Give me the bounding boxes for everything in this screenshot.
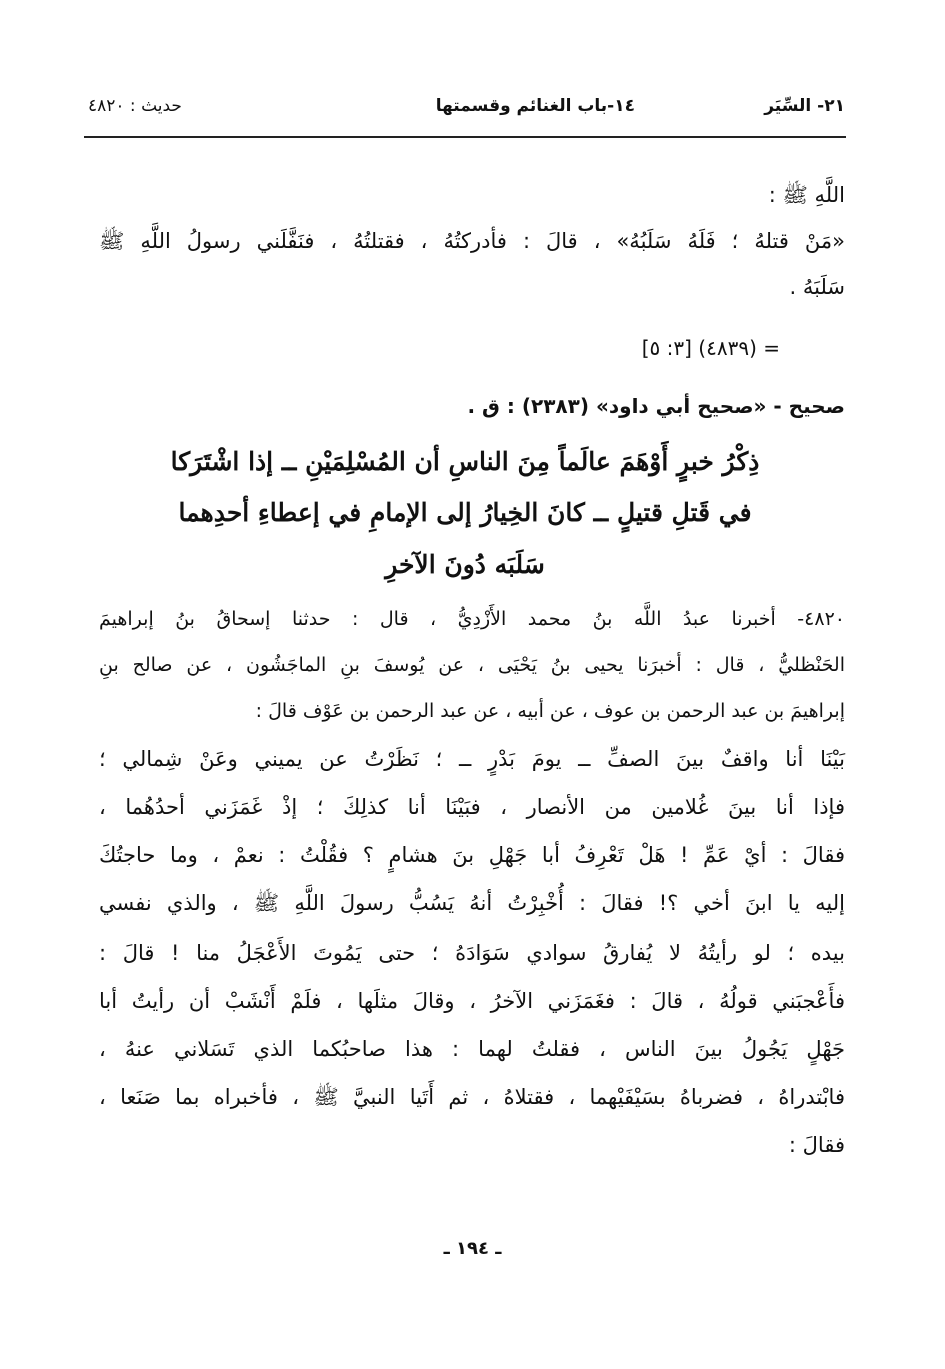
section-heading-line: في قَتلِ قتيلٍ ــ كانَ الخِيارُ إلى الإمامِ في إعطاءِ أحدِهما <box>178 498 752 527</box>
header-rule <box>84 136 846 138</box>
hadith-line: فأَعْجبَني قولُهُ ، قالَ : فغَمَزَني الآخرُ ، وقالَ مثلَها ، فلَمْ أَنْشَبْ أن رأيتُ أبا <box>99 989 845 1013</box>
page-number: ـ ١٩٤ ـ <box>443 1238 502 1259</box>
hadith-line: جَهْلٍ يَجُولُ بينَ الناس ، فقلتُ لهما : هذا صاحبُكما الذي تَسَلاني عنهُ ، <box>99 1037 845 1061</box>
hadith-line: الحَنْظليُّ ، قال : أخبرَنا يحيى بنُ يَحْيَى ، عن يُوسفَ بنِ الماجَشُون ، عن صالح بنِ <box>99 654 845 676</box>
section-heading-line: سَلَبَه دُونَ الآخرِ <box>385 550 545 579</box>
continuation-line: «مَنْ قتلهُ ؛ فَلَهُ سَلَبُهُ» ، قالَ : فأدركتُهُ ، فقتلتُهُ ، فنَفَّلَني رسولُ اللَّهِ ﷺ <box>99 229 845 253</box>
cross-reference: = (٤٨٣٩) [٣: ٥] <box>641 336 780 360</box>
hadith-line: بَيْنَا أنا واقفٌ بينَ الصفِّ ــ يومَ بَدْرٍ ــ ؛ نَظَرْتُ عن يميني وعَنْ شِمالي ؛ <box>99 747 845 771</box>
hadith-line: بيده ؛ لو رأيتُهُ لا يُفارقُ سوادي سَوَادَهُ ؛ حتى يَمُوتَ الأَعْجَلُ منا ! قالَ : <box>99 941 845 965</box>
section-heading-line: ذِكْرُ خبرٍ أَوْهَمَ عالَماً مِنَ الناسِ أن المُسْلِمَيْنِ ــ إذا اشْتَرَكا <box>170 447 760 476</box>
continuation-line: سَلَبَهُ . <box>789 275 845 299</box>
header-hadith-number: حديث : ٤٨٢٠ <box>88 96 182 116</box>
hadith-line: فابْتدراهُ ، فضرباهُ بسَيْفَيْهما ، فقتلاهُ ، ثم أَتَيا النبيَّ ﷺ ، فأخبراه بما صَنَعا ، <box>99 1085 845 1109</box>
hadith-line: ٤٨٢٠- أخبرنا عبدُ اللَّه بنُ محمد الأَزْدِيُّ ، قال : حدثنا إسحاقُ بنُ إبراهيمَ <box>99 608 845 630</box>
hadith-line: فقالَ : أيْ عَمِّ ! هَلْ تَعْرِفُ أبا جَهْلِ بنَ هشامٍ ؟ فقُلْتُ : نعمْ ، وما حاجتُكَ <box>99 843 845 867</box>
hadith-line: فقالَ : <box>788 1133 845 1157</box>
hadith-line: إليه يا ابنَ أخي ؟! فقالَ : أُخْبِرْتُ أنهُ يَسُبُّ رسولَ اللَّهِ ﷺ ، والذي نفسي <box>99 891 845 915</box>
hadith-line: فإذا أنا بينَ غُلامين من الأنصار ، فبَيْنَا أنا كذلِكَ ؛ إذْ غَمَزَني أحدُهُما ، <box>99 795 845 819</box>
header-chapter: ١٤-باب الغنائم وقسمتها <box>435 96 635 116</box>
continuation-line: اللَّهِ ﷺ : <box>768 183 845 207</box>
hadith-line: إبراهيمَ بن عبد الرحمن بن عوف ، عن أبيه ، عن عبد الرحمن بن عَوْف قالَ : <box>255 700 845 722</box>
grading-note: صحيح - «صحيح أبي داود» (٢٣٨٣) : ق . <box>467 394 845 418</box>
header-book: ٢١- السِّيَر <box>764 96 845 116</box>
